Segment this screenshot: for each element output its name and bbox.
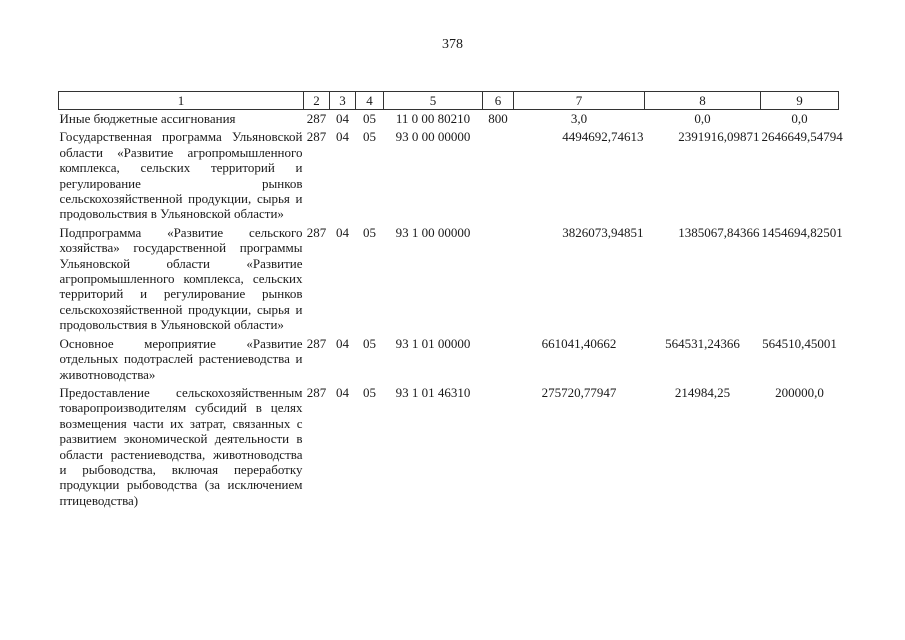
row-code-3: 04: [336, 111, 349, 126]
row-name: Подпрограмма «Развитие сельского хозяйства» государственной программы Ульяновской области «Развитие агропромышленного комплекса, сельских территорий и регулирование рынков сельскохозяйственной продукции, сырья и продовольствия в Ульяновской области»: [59, 224, 303, 333]
row-value-8: 564531,24366: [665, 335, 740, 351]
header-col-3: 3: [330, 92, 356, 110]
header-col-1: 1: [59, 92, 304, 110]
row-code-2: 287: [306, 129, 327, 145]
row-value-8: 214984,25: [674, 384, 731, 400]
row-value-7: 3826073,94851: [562, 224, 644, 240]
header-col-4: 4: [356, 92, 384, 110]
page-number: 378: [442, 37, 463, 52]
row-code-5: 93 1 00 00000: [395, 224, 471, 240]
row-value-7: 275720,77947: [541, 384, 617, 400]
row-code-5: 93 0 00 00000: [395, 129, 471, 145]
row-name: Иные бюджетные ассигнования: [59, 111, 236, 126]
table-row: [59, 110, 839, 130]
budget-table: [58, 91, 843, 511]
row-code-3: 04: [336, 129, 349, 145]
table-row: [59, 129, 839, 224]
row-code-4: 05: [363, 129, 376, 145]
row-name: Предоставление сельскохозяйственным товаропроизводителям субсидий в целях возмещения части их затрат, связанных с развитием экономической деятельности в области растениеводства, животноводства и рыбоводства, включая переработку продукции рыбоводства (за исключением птицеводства): [59, 384, 303, 508]
header-col-8: 8: [645, 92, 761, 110]
row-value-9: 0,0: [791, 111, 808, 126]
row-value-9: 2646649,54794: [761, 129, 843, 145]
row-code-2: 287: [306, 384, 327, 400]
row-code-4: 05: [363, 224, 376, 240]
header-col-5: 5: [384, 92, 483, 110]
header-col-6: 6: [483, 92, 514, 110]
table-row: [59, 385, 839, 511]
row-code-3: 04: [336, 335, 349, 351]
row-code-6: [483, 385, 514, 511]
table-row: [59, 225, 839, 336]
row-code-6: [483, 225, 514, 336]
row-code-5: 11 0 00 80210: [395, 111, 471, 126]
row-value-8: 2391916,09871: [678, 129, 760, 145]
header-col-2: 2: [304, 92, 330, 110]
row-value-8: 1385067,84366: [678, 224, 760, 240]
row-code-5: 93 1 01 00000: [395, 335, 471, 351]
row-name: Основное мероприятие «Развитие отдельных подотраслей растениеводства и животноводства»: [59, 335, 303, 382]
row-code-5: 93 1 01 46310: [395, 384, 471, 400]
row-code-3: 04: [336, 224, 349, 240]
row-code-3: 04: [336, 384, 349, 400]
row-value-9: 200000,0: [775, 384, 824, 400]
row-code-6: 800: [488, 111, 508, 126]
row-value-8: 0,0: [694, 111, 711, 126]
row-code-4: 05: [363, 335, 376, 351]
header-col-9: 9: [761, 92, 839, 110]
row-value-9: 564510,45001: [762, 335, 837, 351]
header-col-7: 7: [514, 92, 645, 110]
row-code-4: 05: [363, 111, 376, 126]
row-value-7: 3,0: [570, 111, 588, 126]
row-code-2: 287: [306, 335, 327, 351]
header-row: [59, 92, 839, 110]
row-code-2: 287: [306, 111, 327, 126]
row-name: Государственная программа Ульяновской области «Развитие агропромышленного комплекса, сельских территорий и регулирование рынков сельскохозяйственной продукции, сырья и продовольствия в Ульяновской области»: [59, 129, 303, 222]
row-code-2: 287: [306, 224, 327, 240]
row-value-9: 1454694,82501: [761, 224, 843, 240]
table-row: [59, 336, 839, 385]
row-value-7: 4494692,74613: [562, 129, 644, 145]
row-code-6: [483, 336, 514, 385]
row-code-6: [483, 129, 514, 224]
row-value-7: 661041,40662: [541, 335, 617, 351]
row-code-4: 05: [363, 384, 376, 400]
